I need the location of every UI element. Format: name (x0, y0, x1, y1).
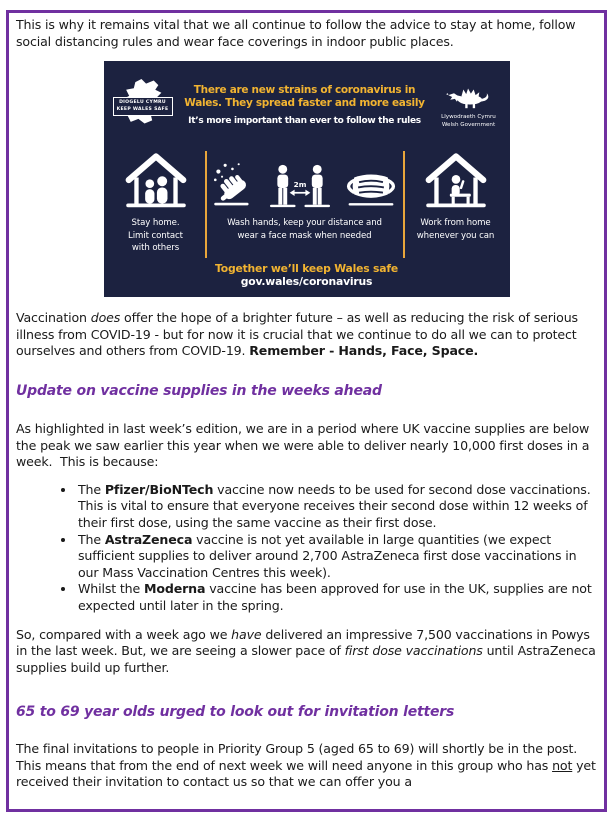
keep-wales-safe-infographic (104, 61, 510, 297)
heading-invitation-letters: 65 to 69 year olds urged to look out for invitation letters (16, 704, 455, 721)
keep-wales-safe-logo (112, 72, 174, 138)
bullet-astrazeneca: • The AstraZeneca vaccine is not yet available in large quantities (we expect sufficient supplies to deliver around 2,700 AstraZeneca first dose vaccinations in our Mass Vaccination Centres this week). (76, 532, 597, 582)
infographic-headline (174, 84, 436, 110)
gov-logo-line2: Welsh Government (441, 122, 496, 129)
infographic-header (104, 61, 510, 141)
panel-divider (403, 151, 405, 258)
keep-wales-safe-badge (113, 97, 173, 116)
face-mask-icon (340, 159, 402, 211)
welsh-dragon-icon (445, 81, 493, 111)
document-page (6, 10, 607, 812)
wash-hands-icon (208, 157, 260, 211)
social-distance-icon (268, 161, 332, 211)
paragraph-invitations: The final invitations to people in Priority Group 5 (aged 65 to 69) will shortly be in the post. This means that from the end of next week we will need anyone in this group who has not yet received their invitation to contact us so that we can offer you a (16, 741, 596, 790)
hygiene-panel (208, 145, 402, 262)
paragraph-summary: So, compared with a week ago we have delivered an impressive 7,500 vaccinations in Powys in the last week. But, we are seeing a slower pace of first dose vaccinations until AstraZeneca supplies build up further. (16, 626, 596, 675)
panel-divider (205, 151, 207, 258)
stay-home-panel (108, 145, 204, 262)
footer-url: gov.wales/coronavirus (240, 275, 373, 289)
infographic-footer (104, 262, 510, 297)
infographic-body (104, 141, 510, 262)
bullet-moderna: • Whilst the Moderna vaccine has been approved for use in the UK, supplies are not expected until later in the spring. (76, 581, 597, 614)
headline-line2: Wales. They spread faster and more easily (184, 97, 425, 110)
headline-line1: There are new strains of coronavirus in (193, 84, 416, 97)
hygiene-label: Wash hands, keep your distance and wear a face mask when needed (227, 218, 382, 241)
bullet-pfizer: • The Pfizer/BioNTech vaccine now needs to be used for second dose vaccinations. This is vital to ensure that everyone receives their second dose within 12 weeks of their first dose, using the same vaccine as their first dose. (76, 482, 597, 532)
paragraph-supplies-intro: As highlighted in last week’s edition, we are in a period where UK vaccine supplies are below the peak we saw earlier this year when we were able to deliver nearly 10,000 first doses in a week. This is because: (16, 420, 590, 470)
work-from-home-label: Work from home whenever you can (416, 218, 495, 241)
paragraph-intro: This is why it remains vital that we all continue to follow the advice to stay at home, follow social distancing rules and wear face coverings in indoor public places. (16, 17, 576, 49)
vaccine-bullet-list (16, 482, 597, 615)
stay-home-label: Stay home. Limit contact with others (128, 218, 183, 254)
gov-logo-line1: Llywodraeth Cymru (441, 113, 496, 120)
house-family-icon (124, 149, 188, 211)
footer-slogan: Together we’ll keep Wales safe (215, 262, 398, 276)
welsh-government-logo (436, 81, 502, 130)
distance-2m-label: 2m (293, 180, 306, 190)
heading-vaccine-supplies: Update on vaccine supplies in the weeks ahead (16, 382, 382, 399)
badge-line2: KEEP WALES SAFE (116, 106, 169, 112)
badge-line1: DIOGELU CYMRU (119, 99, 166, 105)
infographic-subheadline: It’s more important than ever to follow the rules (188, 116, 421, 127)
paragraph-vaccination: Vaccination does offer the hope of a brighter future – as well as reducing the risk of serious illness from COVID-19 - but for now it is crucial that we continue to do all we can to protect ourselves and others from COVID-19. Remember - Hands, Face, Space. (16, 310, 578, 359)
welsh-government-text (436, 113, 502, 130)
house-work-icon (424, 149, 488, 211)
work-from-home-panel (406, 145, 506, 262)
